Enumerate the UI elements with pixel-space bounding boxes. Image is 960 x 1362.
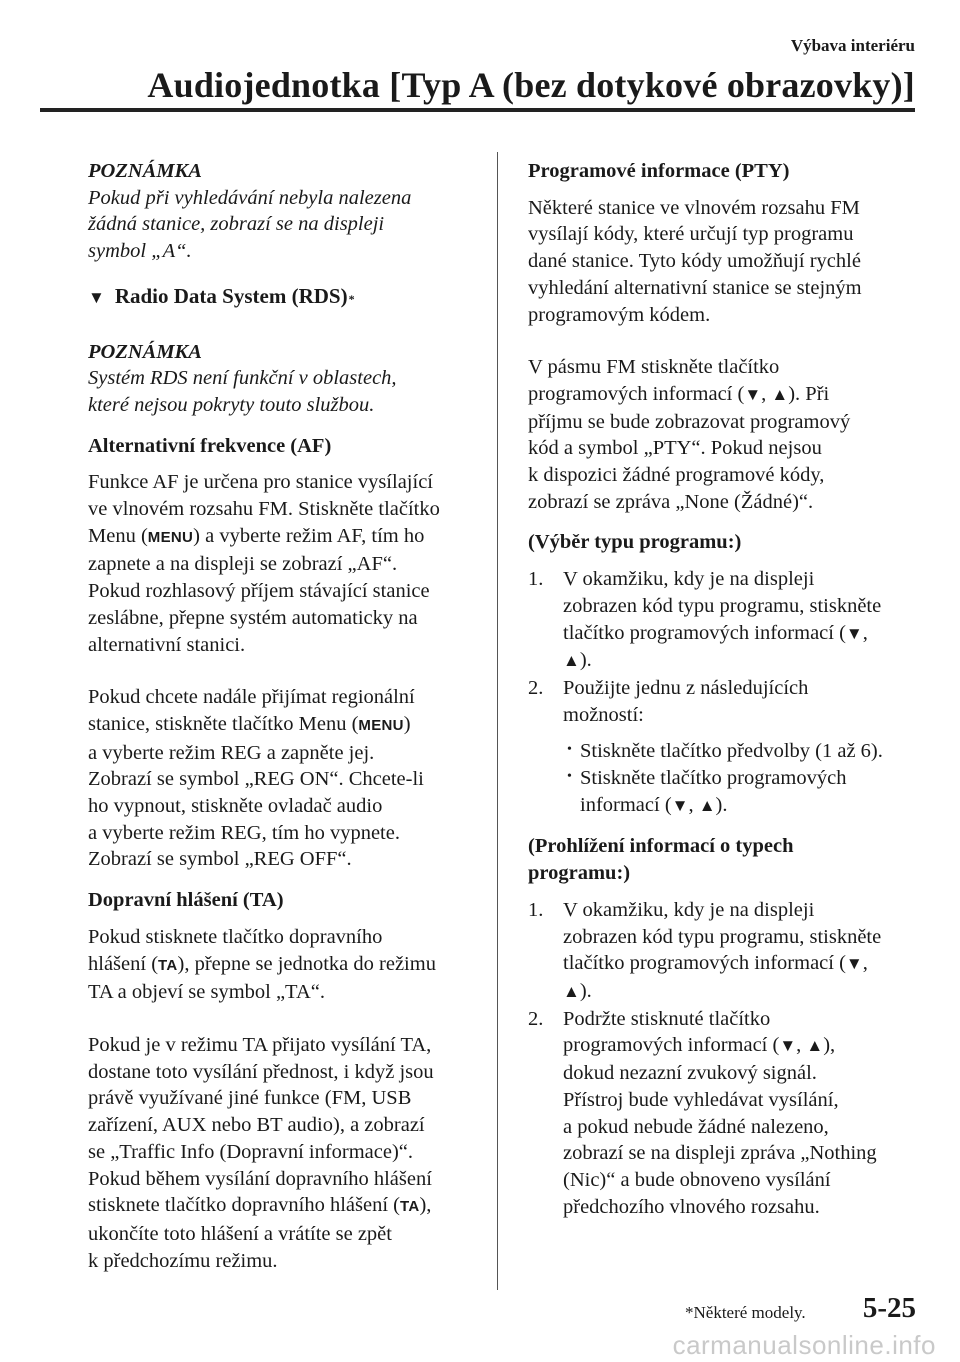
note-title: POZNÁMKA (88, 340, 202, 363)
list-item (563, 738, 920, 765)
text-line: zobrazen kód typu programu, stiskněte (563, 925, 882, 948)
text-line: Pokud stisknete tlačítko dopravního (88, 925, 383, 948)
ta-paragraph (88, 924, 484, 1006)
text-fragment: tlačítko programových informací ( (563, 621, 846, 644)
text-line: vyhledání alternativní stanice se stejným (528, 276, 862, 299)
text-line: Pokud rozhlasový příjem stávající stanice (88, 580, 430, 603)
pty-usage-paragraph (528, 354, 920, 515)
browse-steps (528, 897, 920, 1220)
text-fragment: programových informací ( (528, 382, 745, 405)
text-line: Přístroj bude vyhledávat vysílání, (563, 1088, 839, 1111)
text-fragment: informací ( (580, 793, 672, 816)
pty-heading: Programové informace (PTY) (528, 160, 790, 182)
text-line: Podržte stisknuté tlačítko (563, 1007, 771, 1030)
text-line (88, 523, 484, 552)
rds-heading (88, 283, 484, 313)
text-line: zobrazí se zpráva „None (Žádné)“. (528, 490, 814, 513)
text-line (563, 620, 920, 648)
note-line: symbol „A“. (88, 240, 192, 263)
text-fragment: , (862, 952, 868, 975)
text-line: Použijte jednu z následujících (563, 676, 809, 699)
triangle-down-icon: ▼ (88, 287, 105, 307)
triangle-down-icon: ▼ (671, 795, 689, 815)
heading-line: programu:) (528, 862, 631, 885)
text-line (563, 1032, 920, 1060)
triangle-up-icon: ▲ (806, 1036, 824, 1056)
step-number: 1. (528, 898, 544, 921)
text-line (563, 647, 920, 675)
text-fragment: ). (715, 793, 728, 816)
text-fragment: , (688, 793, 699, 816)
text-line: Pokud chcete nadále přijímat regionální (88, 686, 415, 709)
text-line: V okamžiku, kdy je na displeji (563, 568, 815, 591)
text-line (563, 950, 920, 978)
af-paragraph (88, 469, 484, 658)
text-line: předchozího vlnového rozsahu. (563, 1195, 820, 1218)
note-line: Pokud při vyhledávání nebyla nalezena (88, 186, 412, 209)
right-column (528, 158, 920, 1220)
list-item (528, 675, 920, 820)
text-line (88, 711, 484, 740)
text-line: zobrazí se na displeji zpráva „Nothing (563, 1142, 877, 1165)
triangle-up-icon: ▲ (563, 651, 580, 671)
text-line: Zobrazí se symbol „REG ON“. Chcete-li (88, 768, 424, 791)
af-reg-paragraph (88, 684, 484, 873)
note-line: které nejsou pokryty touto službou. (88, 393, 375, 416)
note-line: Systém RDS není funkční v oblastech, (88, 367, 397, 390)
text-line: a pokud nebude žádné nalezeno, (563, 1115, 829, 1138)
browse-heading (528, 833, 920, 886)
triangle-up-icon: ▲ (563, 981, 580, 1001)
header-rule (40, 108, 915, 112)
text-fragment: hlášení ( (88, 952, 159, 975)
menu-button-label: MENU (147, 528, 194, 546)
text-line: Stiskněte tlačítko předvolby (1 až 6). (580, 740, 883, 763)
text-line: vysílají kódy, které určují typ programu (528, 223, 854, 246)
list-item (528, 566, 920, 675)
text-line: se „Traffic Info (Dopravní informace)“. (88, 1140, 414, 1163)
text-line: a vyberte režim REG, tím ho vypnete. (88, 821, 400, 844)
triangle-up-icon: ▲ (698, 795, 716, 815)
pty-paragraph (528, 195, 920, 329)
text-line: V okamžiku, kdy je na displeji (563, 898, 815, 921)
text-line: možností: (563, 703, 644, 726)
text-line: k předchozímu režimu. (88, 1249, 278, 1272)
text-fragment: ). (579, 649, 592, 672)
text-line: (Nic)“ a bude obnoveno vysílání (563, 1168, 831, 1191)
text-fragment: ), (823, 1034, 836, 1057)
triangle-down-icon: ▼ (845, 623, 863, 643)
footnote-star: * (348, 291, 355, 306)
text-line (528, 381, 920, 409)
menu-button-label: MENU (358, 716, 404, 734)
footnote: *Některé modely. (685, 1303, 806, 1322)
select-steps (528, 566, 920, 819)
text-line: kód a symbol „PTY“. Pokud nejsou (528, 437, 822, 460)
option-list (563, 738, 920, 819)
note-line: žádná stanice, zobrazí se na displeji (88, 213, 385, 236)
text-line: právě využívané jiné funkce (FM, USB (88, 1087, 412, 1110)
page-number: 5-25 (862, 1292, 916, 1324)
text-fragment: programových informací ( (563, 1034, 780, 1057)
text-line: TA a objeví se symbol „TA“. (88, 981, 325, 1004)
left-column (88, 158, 484, 1274)
note-block (88, 339, 484, 419)
af-heading: Alternativní frekvence (AF) (88, 434, 332, 457)
page-title: Audiojednotka [Typ A (bez dotykové obrazovky)] (147, 65, 915, 105)
select-heading: (Výběr typu programu:) (528, 531, 742, 554)
bullet-icon: • (567, 769, 572, 785)
text-line (580, 792, 920, 820)
text-fragment: ). Při (788, 382, 830, 405)
column-divider (497, 152, 498, 1290)
step-number: 1. (528, 568, 544, 591)
text-line: zeslábne, přepne systém automaticky na (88, 606, 418, 629)
text-line: Pokud během vysílání dopravního hlášení (88, 1167, 432, 1190)
text-line: Stiskněte tlačítko programových (580, 767, 847, 790)
text-fragment: Menu ( (88, 524, 148, 547)
triangle-down-icon: ▼ (744, 384, 762, 404)
note-block (88, 158, 484, 265)
text-line: ve vlnovém rozsahu FM. Stiskněte tlačítko (88, 498, 440, 521)
text-line: Pokud je v režimu TA přijato vysílání TA, (88, 1033, 432, 1056)
ta-button-label: TA (158, 956, 178, 974)
text-line: a vyberte režim REG a zapněte jej. (88, 741, 375, 764)
text-line: Funkce AF je určena pro stanice vysílající (88, 471, 433, 494)
text-line: dané stanice. Tyto kódy umožňují rychlé (528, 250, 861, 273)
ta-button-label: TA (399, 1198, 420, 1216)
text-line: Některé stanice ve vlnovém rozsahu FM (528, 196, 860, 219)
text-line (88, 1192, 484, 1221)
text-fragment: ), přepne se jednotka do režimu (177, 952, 436, 975)
text-fragment: ) a vyberte režim AF, tím ho (193, 524, 425, 547)
text-line: dokud nezazní zvukový signál. (563, 1062, 817, 1085)
text-line: zařízení, AUX nebo BT audio), a zobrazí (88, 1114, 425, 1137)
text-line: Zobrazí se symbol „REG OFF“. (88, 848, 352, 871)
ta-priority-paragraph (88, 1032, 484, 1274)
text-fragment: , (761, 382, 772, 405)
list-item (563, 765, 920, 819)
step-number: 2. (528, 1007, 544, 1030)
text-fragment: ) (403, 712, 411, 735)
text-line: programovým kódem. (528, 303, 711, 326)
text-line (563, 978, 920, 1006)
text-line: zobrazen kód typu programu, stiskněte (563, 594, 882, 617)
text-fragment: , (796, 1034, 807, 1057)
bullet-icon: • (567, 742, 572, 758)
section-title: Výbava interiéru (790, 36, 915, 55)
heading-line: (Prohlížení informací o typech (528, 835, 794, 858)
text-fragment: ), (419, 1194, 432, 1217)
text-line: alternativní stanici. (88, 633, 246, 656)
text-line: V pásmu FM stiskněte tlačítko (528, 356, 780, 379)
ta-heading: Dopravní hlášení (TA) (88, 889, 284, 912)
text-line (88, 951, 484, 980)
list-item (528, 897, 920, 1006)
text-line: příjmu se bude zobrazovat programový (528, 410, 851, 433)
text-fragment: stanice, stiskněte tlačítko Menu ( (88, 712, 359, 735)
list-item (528, 1006, 920, 1221)
triangle-down-icon: ▼ (779, 1036, 797, 1056)
text-fragment: stisknete tlačítko dopravního hlášení ( (88, 1194, 400, 1217)
text-line: k dispozici žádné programové kódy, (528, 464, 825, 487)
triangle-up-icon: ▲ (771, 384, 789, 404)
triangle-down-icon: ▼ (845, 954, 863, 974)
rds-heading-text: Radio Data System (RDS) (114, 283, 348, 308)
text-line: dostane toto vysílání přednost, i když jsou (88, 1060, 434, 1083)
text-line: ukončíte toto hlášení a vrátíte se zpět (88, 1222, 392, 1245)
step-number: 2. (528, 676, 544, 699)
text-fragment: tlačítko programových informací ( (563, 952, 846, 975)
text-fragment: ). (579, 979, 592, 1002)
text-fragment: , (862, 621, 868, 644)
note-title: POZNÁMKA (88, 160, 202, 182)
text-line: zapnete a na displeji se zobrazí „AF“. (88, 553, 398, 576)
text-line: ho vypnout, stiskněte ovladač audio (88, 795, 383, 818)
watermark: carmanualsonline.info (672, 1330, 936, 1360)
